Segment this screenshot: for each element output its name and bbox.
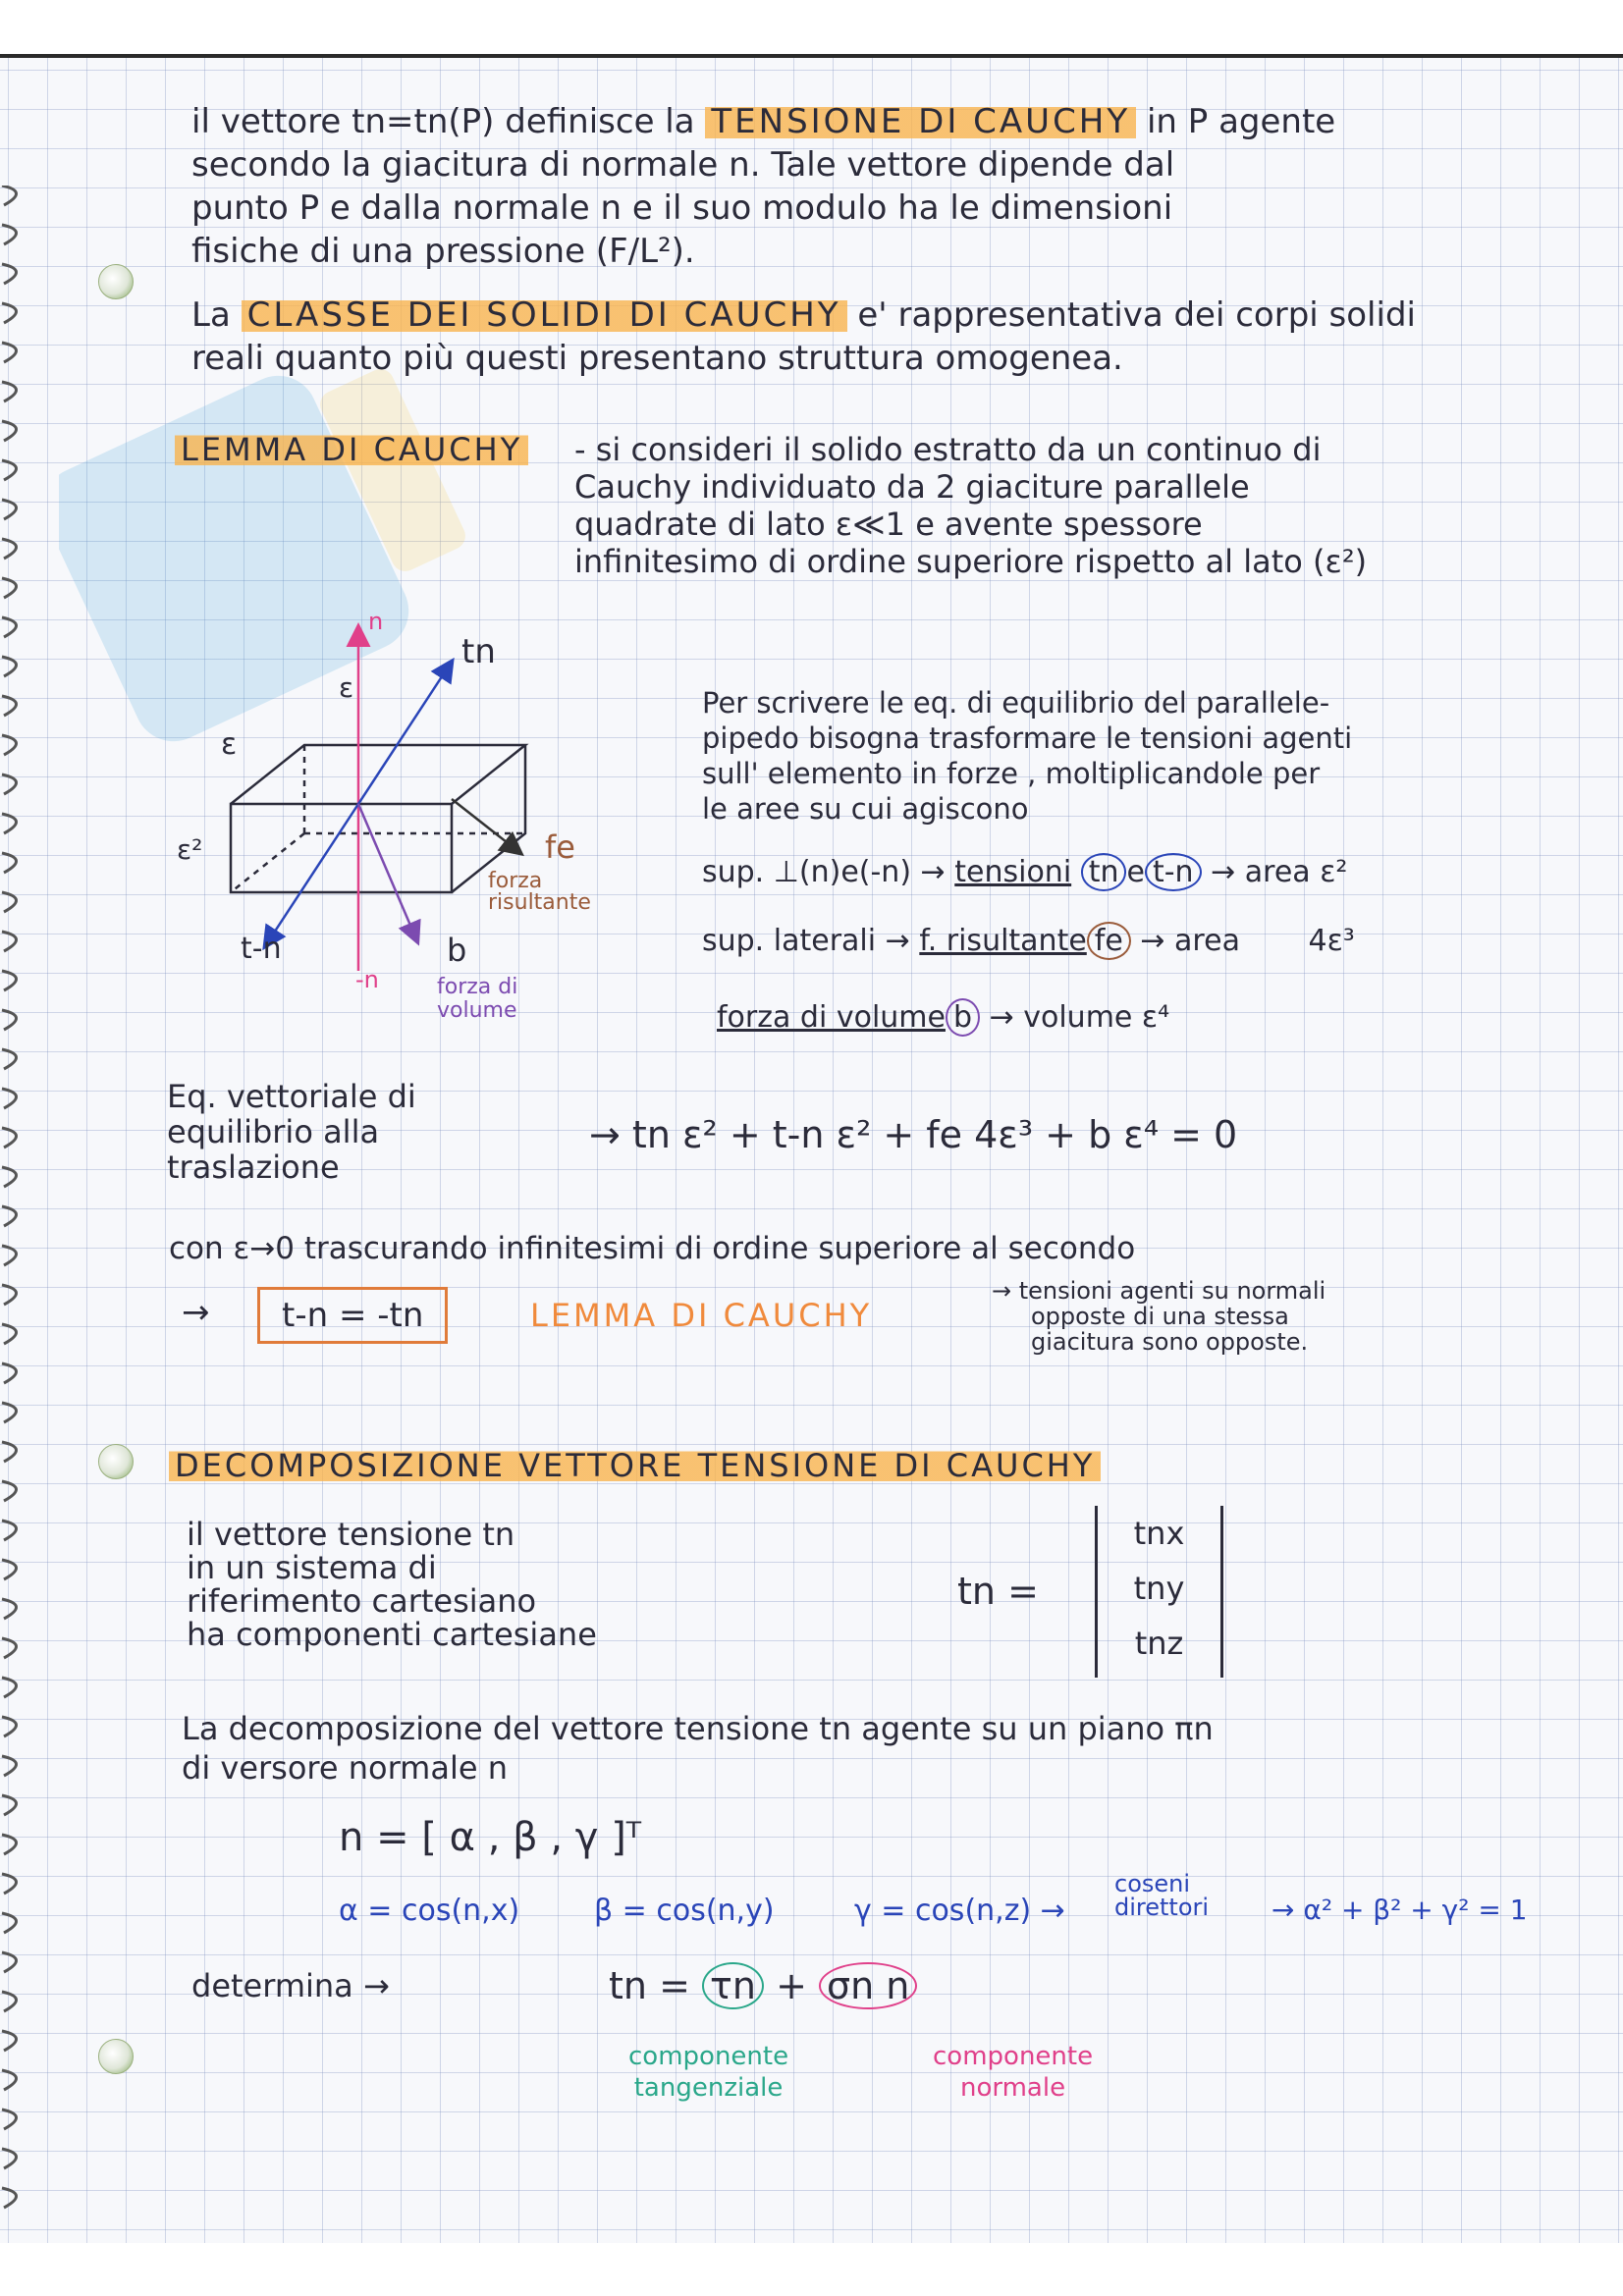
- equilibrio-line-2: pipedo bisogna trasformare le tensioni agenti: [702, 721, 1353, 755]
- diagram-n-label: n: [368, 608, 384, 635]
- diagram-eps-label: ε: [221, 727, 238, 762]
- intro-line-3: punto P e dalla normale n e il suo modulo ha le dimensioni: [191, 188, 1173, 228]
- diagram-neg-n-label: -n: [355, 966, 379, 993]
- lemma-line-4: infinitesimo di ordine superiore rispetto al lato (ε²): [574, 543, 1368, 580]
- lemma-result-box: t-n = -tn: [257, 1287, 448, 1344]
- cosines-identity: → α² + β² + γ² = 1: [1271, 1894, 1528, 1926]
- decomp-para-line-2: di versore normale n: [182, 1749, 508, 1787]
- lemma-title: LEMMA DI CAUCHY: [175, 431, 528, 468]
- diagram-tn-label: tn: [461, 632, 496, 671]
- intro-line-2: secondo la giacitura di normale n. Tale vettore dipende dal: [191, 145, 1175, 185]
- decomp-para-line-1: La decomposizione del vettore tensione tn agente su un piano πn: [182, 1710, 1214, 1747]
- parallelepiped-diagram: [157, 568, 668, 1000]
- conclusion-arrow: →: [182, 1293, 210, 1332]
- lemma-line-2: Cauchy individuato da 2 giaciture parallele: [574, 468, 1250, 506]
- diagram-eps2-label: ε²: [177, 833, 203, 866]
- tn-component-matrix: tnx tny tnz: [1095, 1506, 1223, 1678]
- diagram-t-neg-label: t-n: [241, 932, 282, 966]
- row-lateral-surface: sup. laterali → f. risultante fe → area 4ε³: [702, 924, 1355, 958]
- diagram-b-caption: forza di volume: [437, 975, 518, 1023]
- equilibrio-line-3: sull' elemento in forze , moltiplicandole per: [702, 757, 1321, 790]
- classe-line-1: La CLASSE DEI SOLIDI DI CAUCHY e' rappresentativa dei corpi solidi: [191, 295, 1416, 335]
- equilibrio-line-1: Per scrivere le eq. di equilibrio del parallele-: [702, 686, 1330, 720]
- diagram-fe-label: fe: [545, 828, 575, 866]
- tn-decomposition: tn = τn + σn n: [609, 1962, 917, 2009]
- beta-def: β = cos(n,y): [594, 1894, 775, 1928]
- punch-hole: [98, 1444, 134, 1479]
- row-volume-force: forza di volume b → volume ε⁴: [717, 1000, 1170, 1035]
- diagram-eps-vertical: ε: [339, 671, 354, 704]
- eq-vettoriale-formula: → tn ε² + t-n ε² + fe 4ε³ + b ε⁴ = 0: [589, 1113, 1238, 1156]
- diagram-fe-caption: forza risultante: [488, 869, 591, 915]
- notebook-page: [0, 54, 1623, 2243]
- lemma-line-1: - si consideri il solido estratto da un continuo di: [574, 431, 1322, 468]
- lemma-result-note: → tensioni agenti su normali opposte di una stessa giacitura sono opposte.: [992, 1277, 1326, 1356]
- classe-line-2: reali quanto più questi presentano struttura omogenea.: [191, 339, 1123, 378]
- diagram-b-label: b: [447, 932, 467, 969]
- direction-cosines-label: coseni direttori: [1114, 1870, 1210, 1921]
- equilibrio-line-4: le aree su cui agiscono: [702, 792, 1029, 826]
- lemma-result-label: LEMMA DI CAUCHY: [530, 1297, 873, 1334]
- conclusion-line: con ε→0 trascurando infinitesimi di ordine superiore al secondo: [169, 1231, 1136, 1266]
- decomp-intro: il vettore tensione tn in un sistema di riferimento cartesiano ha componenti cartesiane: [187, 1516, 597, 1653]
- punch-hole: [98, 2039, 134, 2074]
- lemma-line-3: quadrate di lato ε≪1 e avente spessore: [574, 506, 1203, 543]
- eq-vettoriale-label: Eq. vettoriale di equilibrio alla traslazione: [167, 1078, 416, 1186]
- intro-line-1: il vettore tn=tn(P) definisce la TENSIONE DI CAUCHY in P agente: [191, 102, 1336, 141]
- determina-label: determina →: [191, 1967, 390, 2004]
- punch-hole: [98, 264, 134, 299]
- alpha-def: α = cos(n,x): [339, 1894, 520, 1928]
- intro-line-4: fisiche di una pressione (F/L²).: [191, 232, 695, 271]
- normal-component-label: componente normale: [933, 2042, 1094, 2103]
- row-perpendicular-surface: sup. ⊥(n)e(-n) → tensioni tn e t-n → area ε²: [702, 855, 1348, 889]
- normal-vector: n = [ α , β , γ ]ᵀ: [339, 1815, 642, 1860]
- gamma-def: γ = cos(n,z) →: [854, 1894, 1065, 1928]
- spiral-binding: [0, 186, 41, 2227]
- tn-vector-lhs: tn =: [957, 1570, 1039, 1613]
- decomp-title: DECOMPOSIZIONE VETTORE TENSIONE DI CAUCHY: [169, 1447, 1101, 1484]
- tangential-component-label: componente tangenziale: [628, 2042, 789, 2103]
